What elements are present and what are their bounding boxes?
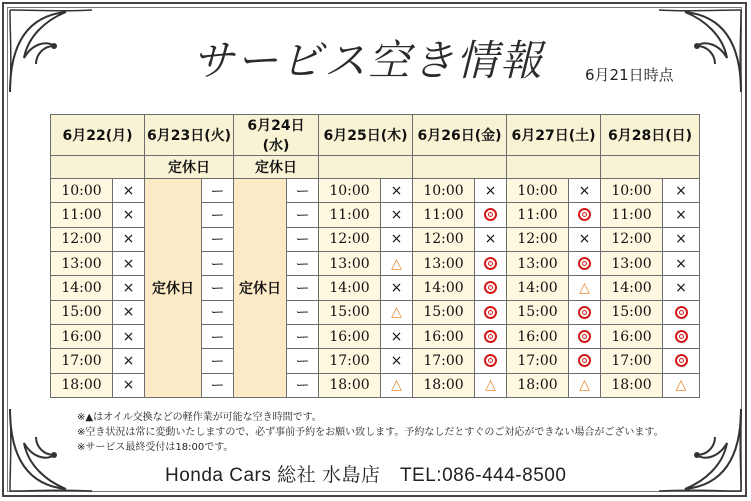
- closed-day-cell: 定休日: [145, 179, 202, 398]
- time-cell: 14:00: [507, 276, 569, 300]
- available-icon: [484, 257, 497, 270]
- page-title: サービス空き情報: [192, 36, 545, 85]
- time-cell: 11:00: [319, 203, 381, 227]
- time-cell: 15:00: [507, 300, 569, 324]
- time-cell: 18:00: [507, 373, 569, 397]
- slot-status: [381, 300, 413, 324]
- full-icon: ×: [675, 255, 687, 272]
- slot-status: [663, 179, 700, 203]
- time-cell: 16:00: [51, 324, 113, 348]
- time-cell: 17:00: [601, 349, 663, 373]
- slot-status: [663, 276, 700, 300]
- slot-status: [113, 276, 145, 300]
- available-icon: [578, 257, 591, 270]
- slot-status: [381, 349, 413, 373]
- slot-status: [381, 227, 413, 251]
- full-icon: ×: [122, 328, 135, 345]
- slot-status: [202, 203, 234, 227]
- unavailable-dash: ー: [295, 207, 310, 224]
- slot-status: [113, 324, 145, 348]
- time-cell: 11:00: [601, 203, 663, 227]
- unavailable-dash: ー: [295, 353, 310, 370]
- corner-ornament-icon: [655, 405, 745, 495]
- time-cell: 15:00: [51, 300, 113, 324]
- time-cell: 10:00: [601, 179, 663, 203]
- slot-status: [475, 300, 507, 324]
- slot-status: [202, 373, 234, 397]
- unavailable-dash: ー: [210, 280, 225, 297]
- slot-status: [381, 179, 413, 203]
- available-icon: [484, 354, 497, 367]
- full-icon: ×: [122, 279, 135, 296]
- time-cell: 12:00: [413, 227, 475, 251]
- time-cell: 18:00: [413, 373, 475, 397]
- slot-status: [569, 203, 601, 227]
- slot-status: [569, 324, 601, 348]
- full-icon: ×: [122, 352, 135, 369]
- slot-status: [475, 227, 507, 251]
- slot-status: [663, 300, 700, 324]
- slot-status: [202, 251, 234, 275]
- slot-status: [569, 349, 601, 373]
- time-cell: 15:00: [413, 300, 475, 324]
- time-cell: 13:00: [319, 251, 381, 275]
- unavailable-dash: ー: [295, 378, 310, 395]
- availability-table: [50, 114, 700, 398]
- slot-status: [113, 373, 145, 397]
- unavailable-dash: ー: [210, 378, 225, 395]
- available-icon: [675, 330, 688, 343]
- time-cell: 11:00: [51, 203, 113, 227]
- available-icon: [484, 330, 497, 343]
- full-icon: ×: [390, 182, 403, 199]
- slot-status: [287, 203, 319, 227]
- slot-status: [569, 373, 601, 397]
- slot-status: [202, 300, 234, 324]
- full-icon: ×: [390, 231, 403, 248]
- slot-status: [381, 373, 413, 397]
- full-icon: ×: [484, 182, 497, 199]
- full-icon: ×: [122, 182, 135, 199]
- time-cell: 14:00: [601, 276, 663, 300]
- unavailable-dash: ー: [210, 183, 225, 200]
- slot-status: [113, 227, 145, 251]
- time-cell: 10:00: [413, 179, 475, 203]
- slot-status: [381, 324, 413, 348]
- unavailable-dash: ー: [210, 329, 225, 346]
- slot-status: [569, 276, 601, 300]
- date-header: 6月24日(水): [234, 115, 319, 156]
- date-header: 6月28日(日): [601, 115, 700, 156]
- slot-status: [663, 251, 700, 275]
- slot-status: [475, 324, 507, 348]
- time-cell: 16:00: [319, 324, 381, 348]
- slot-status: [287, 179, 319, 203]
- slot-status: [287, 251, 319, 275]
- slot-status: [381, 251, 413, 275]
- date-header: 6月22(月): [51, 115, 145, 156]
- slot-status: [113, 203, 145, 227]
- time-cell: 17:00: [507, 349, 569, 373]
- time-cell: 16:00: [413, 324, 475, 348]
- day-status: 定休日: [145, 156, 234, 179]
- unavailable-dash: ー: [210, 207, 225, 224]
- time-cell: 10:00: [51, 179, 113, 203]
- slot-status: [569, 251, 601, 275]
- time-cell: 11:00: [507, 203, 569, 227]
- as-of-date: 6月21日時点: [585, 66, 674, 84]
- day-status: 定休日: [234, 156, 319, 179]
- time-cell: 12:00: [319, 227, 381, 251]
- time-cell: 13:00: [507, 251, 569, 275]
- time-cell: 12:00: [601, 227, 663, 251]
- dealer-contact: Honda Cars 総社 水島店 TEL:086-444-8500: [165, 465, 567, 486]
- limited-icon: △: [675, 377, 687, 394]
- full-icon: ×: [675, 231, 687, 248]
- slot-status: [202, 227, 234, 251]
- slot-status: [663, 227, 700, 251]
- full-icon: ×: [390, 328, 403, 345]
- slot-status: [569, 227, 601, 251]
- time-slot-row: [51, 179, 700, 203]
- slot-status: [287, 373, 319, 397]
- slot-status: [202, 276, 234, 300]
- limited-icon: △: [391, 255, 402, 272]
- time-cell: 18:00: [319, 373, 381, 397]
- time-cell: 12:00: [507, 227, 569, 251]
- time-cell: 10:00: [507, 179, 569, 203]
- full-icon: ×: [390, 279, 403, 296]
- slot-status: [381, 276, 413, 300]
- full-icon: ×: [122, 206, 135, 223]
- full-icon: ×: [578, 231, 591, 248]
- full-icon: ×: [675, 279, 687, 296]
- slot-status: [202, 324, 234, 348]
- slot-status: [381, 203, 413, 227]
- slot-status: [475, 251, 507, 275]
- available-icon: [484, 306, 497, 319]
- full-icon: ×: [390, 352, 403, 369]
- time-cell: 15:00: [319, 300, 381, 324]
- time-cell: 14:00: [319, 276, 381, 300]
- notes: [77, 410, 664, 455]
- day-status: [507, 156, 601, 179]
- slot-status: [475, 179, 507, 203]
- unavailable-dash: ー: [210, 305, 225, 322]
- full-icon: ×: [122, 304, 135, 321]
- full-icon: ×: [675, 182, 687, 199]
- unavailable-dash: ー: [210, 256, 225, 273]
- limited-icon: △: [391, 377, 402, 394]
- closed-day-cell: 定休日: [234, 179, 287, 398]
- full-icon: ×: [390, 206, 403, 223]
- full-icon: ×: [122, 231, 135, 248]
- time-cell: 17:00: [51, 349, 113, 373]
- time-cell: 14:00: [413, 276, 475, 300]
- date-header: 6月27日(土): [507, 115, 601, 156]
- slot-status: [475, 203, 507, 227]
- slot-status: [663, 349, 700, 373]
- unavailable-dash: ー: [295, 256, 310, 273]
- time-cell: 18:00: [51, 373, 113, 397]
- note-line: ※空き状況は常に変動いたしますので、必ず事前予約をお願い致します。予約なしだとすぐのご対応ができない場合がございます。: [77, 427, 664, 438]
- note-line: ※▲はオイル交換などの軽作業が可能な空き時間です。: [77, 412, 322, 423]
- note-line: ※サービス最終受付は18:00です。: [77, 442, 234, 453]
- day-status: [601, 156, 700, 179]
- full-icon: ×: [675, 206, 687, 223]
- available-icon: [578, 306, 591, 319]
- limited-icon: △: [579, 377, 590, 394]
- limited-icon: △: [485, 377, 496, 394]
- unavailable-dash: ー: [210, 232, 225, 249]
- time-cell: 12:00: [51, 227, 113, 251]
- slot-status: [475, 349, 507, 373]
- time-cell: 17:00: [319, 349, 381, 373]
- unavailable-dash: ー: [210, 353, 225, 370]
- time-cell: 15:00: [601, 300, 663, 324]
- slot-status: [287, 227, 319, 251]
- time-cell: 11:00: [413, 203, 475, 227]
- full-icon: ×: [122, 377, 135, 394]
- slot-status: [113, 251, 145, 275]
- date-header: 6月25日(木): [319, 115, 413, 156]
- available-icon: [578, 330, 591, 343]
- time-cell: 13:00: [601, 251, 663, 275]
- available-icon: [578, 208, 591, 221]
- day-status: [51, 156, 145, 179]
- available-icon: [578, 354, 591, 367]
- slot-status: [287, 300, 319, 324]
- unavailable-dash: ー: [295, 305, 310, 322]
- slot-status: [663, 373, 700, 397]
- slot-status: [287, 324, 319, 348]
- time-cell: 14:00: [51, 276, 113, 300]
- slot-status: [475, 373, 507, 397]
- slot-status: [663, 203, 700, 227]
- time-cell: 16:00: [601, 324, 663, 348]
- day-status: [413, 156, 507, 179]
- slot-status: [287, 349, 319, 373]
- unavailable-dash: ー: [295, 232, 310, 249]
- slot-status: [569, 179, 601, 203]
- slot-status: [202, 179, 234, 203]
- limited-icon: △: [579, 279, 590, 296]
- time-cell: 10:00: [319, 179, 381, 203]
- slot-status: [663, 324, 700, 348]
- date-header-row: [51, 115, 700, 156]
- available-icon: [484, 281, 497, 294]
- unavailable-dash: ー: [295, 280, 310, 297]
- unavailable-dash: ー: [295, 329, 310, 346]
- time-cell: 13:00: [51, 251, 113, 275]
- day-status: [319, 156, 413, 179]
- slot-status: [202, 349, 234, 373]
- full-icon: ×: [122, 255, 135, 272]
- slot-status: [113, 300, 145, 324]
- time-cell: 17:00: [413, 349, 475, 373]
- available-icon: [484, 208, 497, 221]
- limited-icon: △: [391, 304, 402, 321]
- slot-status: [569, 300, 601, 324]
- slot-status: [113, 179, 145, 203]
- available-icon: [675, 354, 688, 367]
- slot-status: [475, 276, 507, 300]
- corner-ornament-icon: [6, 6, 96, 96]
- full-icon: ×: [578, 182, 591, 199]
- status-row: [51, 156, 700, 179]
- date-header: 6月26日(金): [413, 115, 507, 156]
- time-cell: 16:00: [507, 324, 569, 348]
- time-cell: 18:00: [601, 373, 663, 397]
- slot-status: [113, 349, 145, 373]
- available-icon: [675, 306, 688, 319]
- slot-status: [287, 276, 319, 300]
- unavailable-dash: ー: [295, 183, 310, 200]
- time-cell: 13:00: [413, 251, 475, 275]
- date-header: 6月23日(火): [145, 115, 234, 156]
- full-icon: ×: [484, 231, 497, 248]
